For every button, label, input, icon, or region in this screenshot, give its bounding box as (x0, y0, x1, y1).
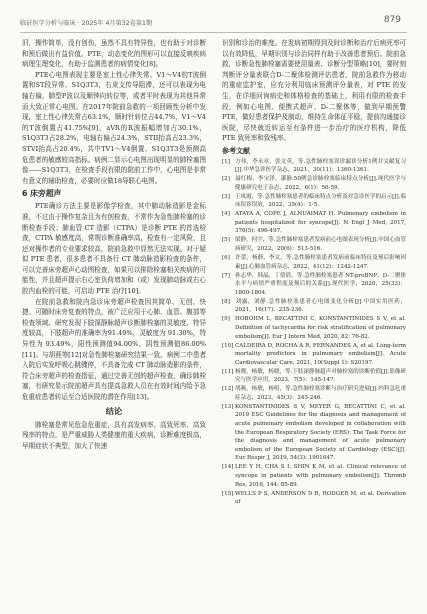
reference-item (222, 254, 406, 271)
reference-number: [1] (222, 158, 230, 165)
reference-text: LEE Y H, CHA S I, SHIN K M, et al. Clinical relevance of syncope in patients with pulmonary embolism[J]. Thromb Res, 2016, 144: 85-89. (235, 464, 406, 488)
reference-item (222, 175, 406, 192)
reference-text: ATAYA A, COPE J, ALNUAIMAT H. Pulmonary embolism in patients hospitalized for syncope[J]. N Engl J Med, 2017, 376(5): 496-497. (235, 211, 406, 235)
reference-number: [14] (222, 464, 234, 471)
reference-text: 刘露，刘静.急性肺栓塞患者心电图变化分析[J].中国实用医药，2021，16(17)：235-236. (235, 298, 406, 314)
reference-item (222, 490, 406, 507)
reference-text: 聂红梅，李宝泽，漆静.50例急诊肺栓塞临床特点分析[J].现代医学与健康研究电子杂志，2022，6(1)：56-59. (235, 176, 406, 191)
reference-number: [9] (222, 316, 230, 323)
reference-item (222, 210, 406, 236)
body-paragraph: PTE心电图表现主要是室上性心律失常、V1～V4的T波倒置和ST段异常、S1Q3T3，右束支传导阻滞，还可以表现为电轴右偏，肺型P波以及顺钟向转位等，或者平时表现为其他异常而大致正常心电图。在2017年院前急救的一项回顾性分析中发现，室上性心律失常占63.1%，顺时针转位占44.7%，V1～V4的T波倒置占41.75%[9]，aVR的R波振幅增加占30.1%，S1Q3T3占28.2%，电轴右偏占24.3%，STII抬高占23.3%，STVI抬高占20.4%，共中TV1～V4倒置、S1Q3T3是预测高危患者的敏感较高指标。病例二显示心电图出现明显的肺栓塞图像——S1Q3T3，在检查手段有限的院前工作中，心电图是非常有意义的辅助检查，必要时应做18导联心电图。 (22, 70, 206, 185)
left-column (22, 38, 206, 604)
reference-item (222, 385, 406, 402)
reference-text: KONSTANTINIDES S V, MEYER G, BECATTINI C, et al. 2019 ESC Guidelines for the diagnosis and management of acute pulmonary embolism developed in collaboration with the European Respiratory Society (ERS): The Task Force for the diagnosis and management of acute pulmonary embolism of the European Society of Cardiology (ESC)[J]. Eur Respir J, 2019, 54(3): 1901647. (235, 403, 406, 462)
reference-item (222, 463, 406, 489)
reference-item (222, 315, 406, 341)
reference-number: [11] (222, 368, 234, 375)
body-paragraph: 在院前急救和院内急诊床旁超声检查因其简单、无创、快捷、可随时床旁复查的特点，被广泛应用于心肺、血管、腹部等检查领域。研究发现下肢深静脉超声诊断肺栓塞的灵敏度、特异度较高，下肢超声的准确率为91.49%，灵敏度为 91.30%，特异性为 93.49%，阳性预测值94.00%，阴性预测值86.00%[11]。与胡燕等[12]对急性肺栓塞研究结果一致。病例二中患者入院后实发呼吸心跳骤停，不具备完成 CT 肺动脉造影的条件，符合床旁超声的检查指征，通过完善无创的超声检查，确诊肺栓塞，有研究显示院前超声具有提高急救人员在有效时间内给予急危重症患者转运至合适医院的潜在作用[13]。 (22, 297, 206, 401)
reference-number: [8] (222, 298, 230, 305)
reference-item (222, 298, 406, 315)
reference-text: 方伟，李永章，张文英，等.急性肺栓塞误诊漏诊分析1例并文献复习[J].中华急诊医学杂志，2021，30(11)：1360-1361. (235, 158, 406, 174)
page-number: 879 (383, 15, 401, 25)
reference-number: [7] (222, 272, 230, 279)
reference-text: 王凤霞，等.急性肺栓塞患者的临床特点分析及对急诊医学的启示[J].临床误诊误治，2022，35(4)：1-5. (235, 193, 406, 209)
journal-title: 临证医学分析与临床 · 2025年 4月第32卷第1期 (20, 20, 153, 27)
reference-number: [4] (222, 211, 230, 218)
reference-item (222, 193, 406, 210)
page-header (20, 10, 407, 33)
reference-text: 胡燕，杨敏，杨明，等.急性肺栓塞诊断与治疗研究进展[J].内科急危重症杂志，2023，45(3)：243-246. (235, 386, 406, 401)
reference-item (222, 342, 406, 368)
reference-item (222, 368, 406, 385)
section-heading: 6 床旁超声 (22, 189, 62, 199)
reference-item (222, 272, 406, 298)
reference-number: [15] (222, 490, 234, 497)
reference-text: 杨晓，杨敏，杨晓，等.下肢深静脉超声对肺栓塞的诊断价值[J].影像研究与医学应用，2023，7(5)：145-147. (235, 368, 406, 384)
reference-item (222, 403, 406, 463)
reference-text: 许蕾，杨静，李文，等.急性肺栓塞患者发病前临床特征及预后影响因素[J].心肺血管病杂志，2022，41(12)：1242-1247. (235, 255, 406, 270)
reference-number: [12] (222, 386, 234, 393)
right-column (222, 38, 406, 604)
reference-text: HOBOHM L, BECATTINI C, KONSTANTINIDES S V, et al. Definition of tachycardia for risk stratification of pulmonary embolism[J]. Eur J Intern Med, 2020, 82: 76-82. (235, 316, 406, 340)
reference-number: [5] (222, 237, 230, 244)
reference-text: CALDEIRA D, ROCHA A R, FERNANDES A, et al. Long-term mortality predictors in pulmonary embolism[J]. Acute Cardiovascular Care, 2021, 10(Suppl 1): S20197. (235, 342, 406, 366)
references-heading: 参考文献 (222, 146, 250, 155)
body-paragraph: 识别和诊治的难度。在发病初期得到及时诊断和治疗后病死率可以有效降低，早期识别与诊治同样有助于改善患者预后。院前急救，诊断急性肺栓塞需要使用量表、诊断分型策略[10]，要时刻判断评分量表联合D-二聚体检测评估患者，院前急救作为移动的重症监护室，应充分利用临床预测评分量表，对 PTE 的发生，在详细问询病史和体格检查的基础上，利用有限的检查手段，例如心电图、便携式超声、D-二聚体等，做到早期预警 PTE，做好患者保护及制动，维持生命体征平稳，提前沟通接诊医院，尽快就近转运至有条件进一步治疗的医疗机构，降低 PTE 致死率和致残率。 (222, 39, 406, 143)
body-paragraph: PTE确诊方法主要是影像学检查，其中肺动脉造影是金标准，不过由于操作复杂且为有创检查，不常作为急性肺栓塞的诊断检查手段；肺血管 CT 造影（CTPA）是诊断 PTE 的首选检查，CTPA 敏感度高，常规诊断准确率高，检查有一定风险，且还对操作者的专业要求较高，院前急救中显然无法实现。对于疑似 PTE 患者，很多患者不具备行 CT 肺动脉造影检查的条件，可以完善床旁超声心动图检查，如果可以排除栓塞相关疾病的可能性，并且超声提示右心室负荷增加和（或）发现肺动脉或右心腔内血栓的可能，可启动 PTE 治疗[10]。 (22, 202, 206, 296)
reference-item (222, 158, 406, 175)
reference-number: [13] (222, 403, 234, 410)
reference-list (222, 158, 406, 507)
conclusion-heading: 结论 (105, 405, 123, 416)
body-paragraph: 肺栓塞是常见危急危重症，具有高发病率、高致死率、高致残率的特点，是严重威胁人类健康的重大疾病，诊断难度极高，早期症状不典型，加大了快速 (22, 420, 206, 450)
reference-number: [6] (222, 255, 230, 262)
reference-text: WELLS P S, ANDERSON D R, RODGER M, et al. Derivation of (235, 490, 406, 506)
reference-number: [10] (222, 342, 234, 349)
reference-text: 孙志华，韩晶，丁倩倩，等.急性肺栓塞患者 NT-proBNP、D-二聚体水平与病情严重程度及预后的关系[J].现代医学，2020，25(33)：1800-1804. (235, 272, 406, 296)
reference-number: [2] (222, 176, 230, 183)
reference-number: [3] (222, 193, 230, 200)
reference-item (222, 236, 406, 253)
reference-text: 梁静，何宇，等.急性肺栓塞患者发病前心电图表现分析[J].中国心血管病研究，2022，20(6)：513-516. (235, 237, 406, 253)
body-paragraph: 旧，操作简单，没有创伤，虽然不具有特异性，也有助于对诊断和预后做出有益价值。PTE，动态变化的图形可以直接反映疾病病理生理变化，有助于监测患者的病情变化[8]。 (22, 39, 206, 69)
